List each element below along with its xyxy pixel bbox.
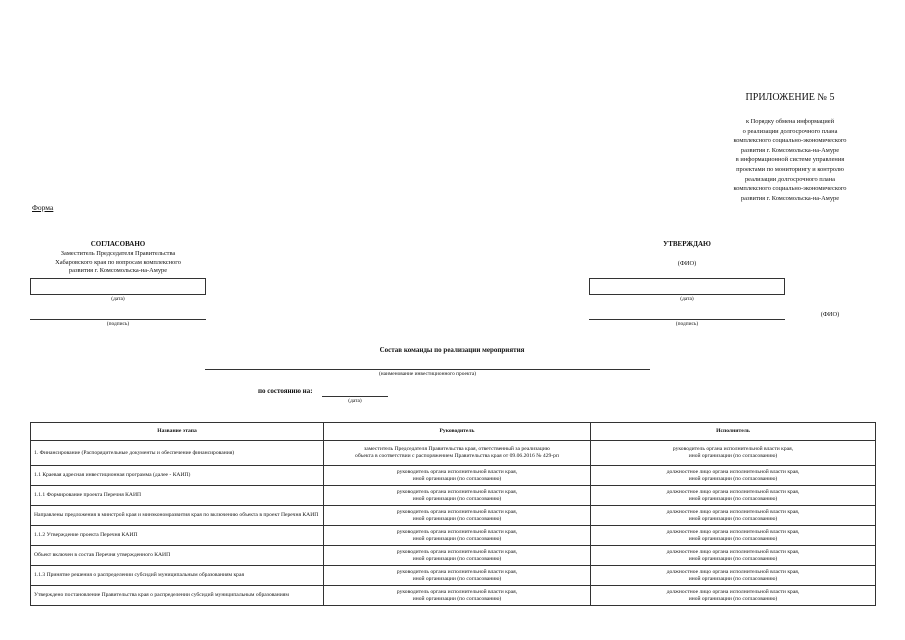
lead-line: руководитель органа исполнительной власти края, (396, 528, 518, 535)
column-header-lead: Руководитель (324, 423, 591, 441)
executor-line: должностное лицо органа исполнительной власти края, (666, 488, 800, 495)
lead-cell (324, 486, 591, 506)
executor-cell (591, 546, 876, 566)
lead-line: руководитель органа исполнительной власти края, (396, 548, 518, 555)
agreed-signature-line[interactable] (30, 319, 206, 320)
approve-fio-right: (ФИО) (820, 311, 840, 318)
lead-cell (324, 466, 591, 486)
executor-line: должностное лицо органа исполнительной власти края, (666, 588, 800, 595)
executor-line: должностное лицо органа исполнительной власти края, (666, 468, 800, 475)
as-of-label: по состоянию на: (258, 387, 313, 395)
appendix-line: реализации долгосрочного плана (744, 175, 836, 183)
team-table (30, 422, 876, 606)
stage-cell: Направлены предложения в минстрой края и минэкономразвития края по включению объекта в проект Перечня КАИП (31, 506, 324, 526)
appendix-title: ПРИЛОЖЕНИЕ № 5 (745, 92, 835, 103)
lead-cell (324, 526, 591, 546)
lead-line: руководитель органа исполнительной власти края, (396, 588, 518, 595)
table-row (31, 546, 876, 566)
executor-cell (591, 466, 876, 486)
table-row (31, 441, 876, 466)
table-row (31, 506, 876, 526)
appendix-line: к Порядку обмена информацией (745, 118, 835, 125)
approve-title: УТВЕРЖДАЮ (663, 240, 711, 248)
as-of-date-caption: (дата) (348, 398, 362, 404)
executor-line: иной организации (по согласованию) (688, 515, 778, 522)
approve-signature-caption: (подпись) (675, 321, 699, 327)
lead-line: иной организации (по согласованию) (412, 575, 502, 582)
project-name-line[interactable] (205, 369, 650, 370)
lead-line: иной организации (по согласованию) (412, 535, 502, 542)
lead-line: заместитель Председателя Правительства края, ответственный за реализацию (364, 446, 550, 452)
executor-line: должностное лицо органа исполнительной власти края, (666, 568, 800, 575)
appendix-description (700, 117, 880, 203)
stage-cell: 1.1.1 Формирование проекта Перечня КАИП (31, 486, 324, 506)
stage-cell: 1. Финансирование (Распорядительные документы и обеспечение финансирования) (31, 441, 324, 466)
lead-cell (324, 586, 591, 606)
lead-line: иной организации (по согласованию) (412, 475, 502, 482)
as-of-date-line[interactable] (322, 396, 388, 397)
column-header-executor: Исполнитель (591, 423, 876, 441)
executor-line: иной организации (по согласованию) (688, 535, 778, 542)
executor-line: иной организации (по согласованию) (688, 475, 778, 482)
stage-cell: Объект включен в состав Перечня утвержденного КАИП (31, 546, 324, 566)
table-row (31, 586, 876, 606)
appendix-line: развития г. Комсомольска-на-Амуре (740, 194, 840, 202)
executor-cell (591, 506, 876, 526)
approve-date-field[interactable] (589, 278, 785, 295)
lead-line: иной организации (по согласованию) (412, 495, 502, 502)
executor-line: иной организации (по согласованию) (688, 575, 778, 582)
lead-line: иной организации (по согласованию) (412, 595, 502, 602)
executor-line: должностное лицо органа исполнительной власти края, (666, 528, 800, 535)
lead-cell (324, 441, 591, 466)
stage-cell: 1.1 Краевая адресная инвестиционная программа (далее - КАИП) (31, 466, 324, 486)
table-row (31, 566, 876, 586)
executor-cell (591, 441, 876, 466)
lead-line: руководитель органа исполнительной власти края, (396, 468, 518, 475)
appendix-line: проектами по мониторингу и контролю (736, 165, 844, 173)
executor-line: иной организации (по согласованию) (688, 595, 778, 602)
agreed-line: Заместитель Председателя Правительства (60, 250, 176, 257)
appendix-line: комплексного социально-экономического (733, 185, 847, 193)
lead-cell (324, 506, 591, 526)
agreed-line: развития г. Комсомольска-на-Амуре (68, 267, 168, 275)
approve-fio: (ФИО) (677, 260, 697, 267)
project-name-caption: (наименование инвестиционного проекта) (378, 371, 477, 377)
agreed-title: СОГЛАСОВАНО (90, 240, 146, 248)
lead-cell (324, 566, 591, 586)
lead-cell (324, 546, 591, 566)
lead-line: иной организации (по согласованию) (412, 515, 502, 522)
table-row (31, 526, 876, 546)
document-heading: Состав команды по реализации мероприятия (379, 346, 525, 354)
appendix-line: о реализации долгосрочного плана (742, 127, 838, 135)
agreed-date-caption: (дата) (111, 296, 125, 302)
table-header-row (31, 423, 876, 441)
executor-cell (591, 566, 876, 586)
executor-cell (591, 526, 876, 546)
executor-line: иной организации (по согласованию) (688, 453, 778, 459)
executor-line: руководитель органа исполнительной власти края, (672, 446, 794, 452)
executor-line: должностное лицо органа исполнительной власти края, (666, 548, 800, 555)
lead-line: руководитель органа исполнительной власти края, (396, 568, 518, 575)
agreed-signature-caption: (подпись) (106, 321, 130, 327)
executor-cell (591, 586, 876, 606)
lead-line: объекта в соответствии с распоряжением Правительства края от 09.06.2016 № 429-рп (355, 453, 559, 459)
approve-signature-line[interactable] (589, 319, 785, 320)
lead-line: руководитель органа исполнительной власти края, (396, 508, 518, 515)
agreed-line: Хабаровского края по вопросам комплексного (55, 258, 181, 266)
executor-line: иной организации (по согласованию) (688, 495, 778, 502)
column-header-stage: Название этапа (31, 423, 324, 441)
agreed-date-field[interactable] (30, 278, 206, 295)
form-label: Форма (32, 203, 54, 212)
table-row (31, 466, 876, 486)
stage-cell: 1.1.2 Утверждение проекта Перечня КАИП (31, 526, 324, 546)
appendix-line: развития г. Комсомольска-на-Амуре (740, 146, 840, 154)
lead-line: руководитель органа исполнительной власти края, (396, 488, 518, 495)
agreed-position (28, 250, 208, 276)
approve-date-caption: (дата) (680, 296, 694, 302)
executor-line: иной организации (по согласованию) (688, 555, 778, 562)
stage-cell: Утверждено постановление Правительства края о распределении субсидий муниципальным образованиям (31, 586, 324, 606)
executor-cell (591, 486, 876, 506)
lead-line: иной организации (по согласованию) (412, 555, 502, 562)
appendix-line: комплексного социально-экономического (733, 137, 847, 145)
executor-line: должностное лицо органа исполнительной власти края, (666, 508, 800, 515)
table-row (31, 486, 876, 506)
appendix-line: в информационной системе управления (735, 156, 845, 164)
stage-cell: 1.1.3 Принятие решения о распределении субсидий муниципальным образованиям края (31, 566, 324, 586)
